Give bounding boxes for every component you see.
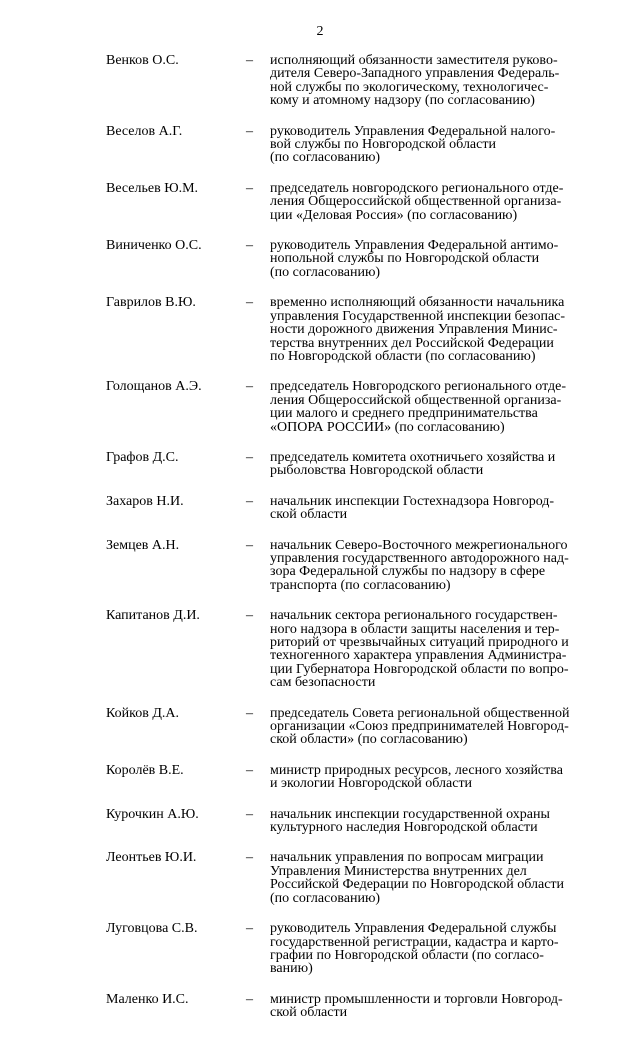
position-line: председатель Совета региональной общественной bbox=[270, 705, 570, 721]
list-item bbox=[0, 125, 640, 165]
position-line: ной службы по экологическому, технологичес- bbox=[270, 79, 549, 95]
position-line: вой службы по Новгородской области bbox=[270, 137, 496, 153]
position-line: председатель комитета охотничьего хозяйства и bbox=[270, 449, 556, 465]
page-number: 2 bbox=[316, 24, 324, 39]
member-name: Графов Д.С. bbox=[106, 449, 179, 465]
member-name: Королёв В.Е. bbox=[106, 762, 184, 778]
member-position bbox=[270, 922, 600, 976]
position-line: ности дорожного движения Управления Минис- bbox=[270, 322, 558, 338]
position-line: Управления Министерства внутренних дел bbox=[270, 863, 527, 879]
position-line: начальник управления по вопросам миграции bbox=[270, 850, 544, 866]
member-position bbox=[270, 851, 600, 905]
member-position bbox=[270, 125, 600, 165]
position-line: начальник инспекции Гостехнадзора Новгород- bbox=[270, 493, 555, 509]
position-line: сам безопасности bbox=[270, 675, 376, 691]
member-position bbox=[270, 182, 600, 222]
member-name: Виниченко О.С. bbox=[106, 238, 202, 254]
position-line: начальник инспекции государственной охраны bbox=[270, 806, 550, 822]
dash-separator: – bbox=[246, 53, 253, 68]
dash-separator: – bbox=[246, 379, 253, 395]
dash-separator: – bbox=[246, 705, 253, 721]
dash-separator: – bbox=[246, 806, 253, 822]
list-item bbox=[0, 380, 640, 434]
member-name: Леонтьев Ю.И. bbox=[106, 850, 197, 866]
member-position bbox=[270, 54, 600, 108]
position-line: ции «Деловая Россия» (по согласованию) bbox=[270, 207, 518, 223]
position-line: председатель новгородского регионального отде- bbox=[270, 180, 564, 196]
member-position bbox=[270, 609, 600, 689]
position-line: дителя Северо-Западного управления Федераль- bbox=[270, 66, 560, 82]
list-item bbox=[0, 609, 640, 689]
member-position bbox=[270, 239, 600, 279]
dash-separator: – bbox=[246, 991, 253, 1007]
position-line: ления Общероссийской общественной организа- bbox=[270, 194, 562, 210]
position-line: терства внутренних дел Российской Федерации bbox=[270, 335, 554, 351]
list-item bbox=[0, 451, 640, 478]
position-line: культурного наследия Новгородской области bbox=[270, 820, 538, 836]
position-line: министр промышленности и торговли Новгород- bbox=[270, 991, 563, 1007]
position-line: ления Общероссийской общественной организа- bbox=[270, 392, 562, 408]
member-name: Койков Д.А. bbox=[106, 705, 179, 721]
list-item bbox=[0, 495, 640, 522]
member-position bbox=[270, 296, 600, 363]
position-line: транспорта (по согласованию) bbox=[270, 577, 451, 593]
list-item bbox=[0, 707, 640, 747]
member-position bbox=[270, 764, 600, 791]
member-name: Земцев А.Н. bbox=[106, 537, 180, 553]
list-item bbox=[0, 764, 640, 791]
position-line: ской области» (по согласованию) bbox=[270, 732, 468, 748]
position-line: временно исполняющий обязанности начальника bbox=[270, 295, 565, 311]
member-name: Луговцова С.В. bbox=[106, 921, 198, 937]
member-list bbox=[0, 54, 640, 1037]
member-position bbox=[270, 539, 600, 593]
position-line: риторий от чрезвычайных ситуаций природного и bbox=[270, 635, 569, 650]
list-item bbox=[0, 993, 640, 1020]
position-line: ции малого и среднего предпринимательства bbox=[270, 406, 538, 422]
position-line: ской области bbox=[270, 507, 348, 523]
position-line: кому и атомному надзору (по согласованию) bbox=[270, 93, 535, 109]
list-item bbox=[0, 182, 640, 222]
dash-separator: – bbox=[246, 238, 253, 254]
list-item bbox=[0, 539, 640, 593]
list-item bbox=[0, 851, 640, 905]
list-item bbox=[0, 922, 640, 976]
member-name: Маленко И.С. bbox=[106, 991, 189, 1007]
position-line: начальник Северо-Восточного межрегионального bbox=[270, 537, 568, 553]
position-line: по Новгородской области (по согласованию) bbox=[270, 348, 536, 364]
position-line: Российской Федерации по Новгородской области bbox=[270, 877, 565, 893]
dash-separator: – bbox=[246, 921, 253, 937]
dash-separator: – bbox=[246, 493, 253, 509]
member-name: Веселов А.Г. bbox=[106, 123, 183, 139]
member-name: Курочкин А.Ю. bbox=[106, 806, 199, 822]
position-line: министр природных ресурсов, лесного хозяйства bbox=[270, 762, 563, 778]
dash-separator: – bbox=[246, 608, 253, 624]
dash-separator: – bbox=[246, 537, 253, 553]
position-line: начальник сектора регионального государствен- bbox=[270, 608, 558, 624]
dash-separator: – bbox=[246, 762, 253, 778]
position-line: зора Федеральной службы по надзору в сфере bbox=[270, 564, 546, 580]
position-line: ного надзора в области защиты населения и тер- bbox=[270, 621, 560, 637]
position-line: исполняющий обязанности заместителя руково- bbox=[270, 53, 558, 68]
member-position bbox=[270, 808, 600, 835]
position-line: (по согласованию) bbox=[270, 264, 381, 280]
position-line: техногенного характера управления Администра- bbox=[270, 648, 567, 664]
position-line: нопольной службы по Новгородской области bbox=[270, 251, 540, 267]
member-position bbox=[270, 495, 600, 522]
position-line: (по согласованию) bbox=[270, 150, 381, 166]
member-position bbox=[270, 380, 600, 434]
list-item bbox=[0, 808, 640, 835]
position-line: и экологии Новгородской области bbox=[270, 776, 473, 792]
position-line: председатель Новгородского регионального отде- bbox=[270, 379, 567, 395]
member-position bbox=[270, 707, 600, 747]
list-item bbox=[0, 239, 640, 279]
member-name: Венков О.С. bbox=[106, 53, 179, 68]
position-line: организации «Союз предпринимателей Новгород- bbox=[270, 719, 569, 735]
member-name: Захаров Н.И. bbox=[106, 493, 184, 509]
position-line: графии по Новгородской области (по согласо- bbox=[270, 947, 544, 963]
position-line: руководитель Управления Федеральной налого- bbox=[270, 123, 556, 139]
dash-separator: – bbox=[246, 180, 253, 196]
dash-separator: – bbox=[246, 123, 253, 139]
member-name: Голощанов А.Э. bbox=[106, 379, 202, 395]
member-position bbox=[270, 993, 600, 1020]
position-line: ванию) bbox=[270, 961, 313, 977]
position-line: рыболовства Новгородской области bbox=[270, 463, 484, 479]
dash-separator: – bbox=[246, 449, 253, 465]
position-line: (по согласованию) bbox=[270, 890, 381, 906]
list-item bbox=[0, 54, 640, 108]
member-position bbox=[270, 451, 600, 478]
position-line: государственной регистрации, кадастра и карто- bbox=[270, 934, 559, 950]
list-item bbox=[0, 296, 640, 363]
position-line: руководитель Управления Федеральной антимо- bbox=[270, 238, 559, 254]
member-name: Капитанов Д.И. bbox=[106, 608, 200, 624]
position-line: управления государственного автодорожного над- bbox=[270, 550, 569, 566]
position-line: управления Государственной инспекции безопас- bbox=[270, 308, 566, 324]
position-line: ции Губернатора Новгородской области по вопро- bbox=[270, 661, 569, 677]
position-line: «ОПОРА РОССИИ» (по согласованию) bbox=[270, 419, 505, 435]
member-name: Весельев Ю.М. bbox=[106, 180, 199, 196]
position-line: ской области bbox=[270, 1005, 348, 1021]
dash-separator: – bbox=[246, 850, 253, 866]
member-name: Гаврилов В.Ю. bbox=[106, 295, 196, 311]
position-line: руководитель Управления Федеральной службы bbox=[270, 921, 557, 937]
dash-separator: – bbox=[246, 295, 253, 311]
